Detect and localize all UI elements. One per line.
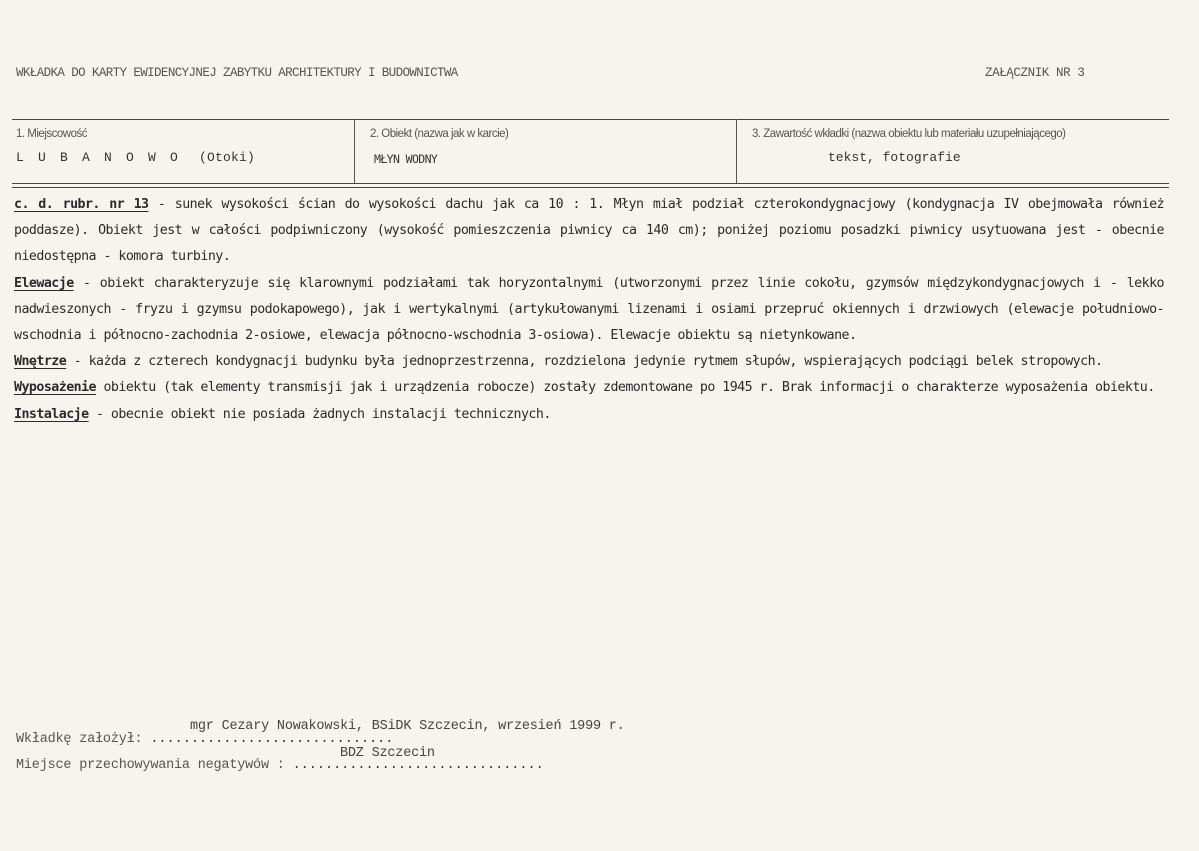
top-rule	[12, 119, 1169, 120]
heading-continuation: c. d. rubr. nr 13	[14, 197, 149, 212]
object-label: 2. Obiekt (nazwa jak w karcie)	[370, 128, 509, 140]
mid-rule	[12, 183, 1169, 184]
locality-label: 1. Miejscowość	[16, 128, 87, 140]
negatives-value: BDZ Szczecin	[340, 746, 435, 761]
description-body	[14, 192, 1164, 428]
text-equipment: obiektu (tak elementy transmisji jak i urządzenia robocze) zostały zdemontowane po 1945 r. Brak informacji o charakterze wyposażenia obiektu.	[96, 380, 1155, 396]
negatives-dots: ...............................	[292, 758, 544, 773]
paragraph-interior	[14, 349, 1164, 375]
heading-interior: Wnętrze	[14, 354, 67, 370]
locality-value	[16, 150, 255, 165]
annex-number: ZAŁĄCZNIK NR 3	[985, 66, 1085, 80]
paragraph-elevations	[14, 271, 1164, 350]
locality-subname: (Otoki)	[199, 150, 256, 165]
column-divider	[354, 119, 355, 183]
locality-name: L U B A N O W O	[16, 150, 182, 165]
heading-installations: Instalacje	[14, 406, 89, 422]
text-elevations: - obiekt charakteryzuje się klarownymi podziałami tak horyzontalnymi (utworzonymi przez linie cokołu, gzymsów międzykondygnacjowych i - lekko nadwieszonych - fryzu i gzymsu podokapowego), jak i wertykalnymi (artykułowanymi lizenami i osiami przepruć okiennych i drzwiowych (elewacje południowo-wschodnia i północno-zachodnia 2-osiowe, elewacja północno-wschodnia 3-osiowa). Elewacje obiektu są nietynkowane.	[14, 275, 1164, 344]
author-line	[16, 732, 393, 747]
author-dots: ..............................	[150, 732, 394, 747]
author-label: Wkładkę założył:	[16, 732, 143, 747]
paragraph-installations	[14, 402, 1164, 428]
bottom-rule	[12, 187, 1169, 188]
column-divider	[736, 119, 737, 183]
form-title: WKŁADKA DO KARTY EWIDENCYJNEJ ZABYTKU ARCHITEKTURY I BUDOWNICTWA	[16, 66, 458, 80]
contents-value: tekst, fotografie	[828, 150, 961, 165]
paragraph-continuation	[14, 192, 1164, 271]
negatives-label: Miejsce przechowywania negatywów :	[16, 758, 285, 773]
author-value: mgr Cezary Nowakowski, BSiDK Szczecin, wrzesień 1999 r.	[190, 719, 625, 734]
heading-elevations: Elewacje	[14, 275, 74, 291]
negatives-line	[16, 758, 544, 773]
heading-equipment: Wyposażenie	[14, 380, 97, 396]
text-interior: - każda z czterech kondygnacji budynku była jednoprzestrzenna, rozdzielona jedynie rytmem słupów, wspierających podciągi belek stropowych.	[66, 354, 1103, 370]
object-value: MŁYN WODNY	[374, 152, 438, 166]
text-continuation: - sunek wysokości ścian do wysokości dachu jak ca 10 : 1. Młyn miał podział czterokondygnacjowy (kondygnacja IV obejmowała również poddasze). Obiekt jest w całości podpiwniczony (wysokość pomieszczenia piwnicy ca 140 cm); poniżej poziomu posadzki piwnicy usytuowana jest - obecnie niedostępna - komora turbiny.	[14, 197, 1164, 265]
paragraph-equipment	[14, 375, 1164, 401]
text-installations: - obecnie obiekt nie posiada żadnych instalacji technicznych.	[88, 406, 551, 422]
contents-label: 3. Zawartość wkładki (nazwa obiektu lub materiału uzupełniającego)	[752, 128, 1066, 140]
